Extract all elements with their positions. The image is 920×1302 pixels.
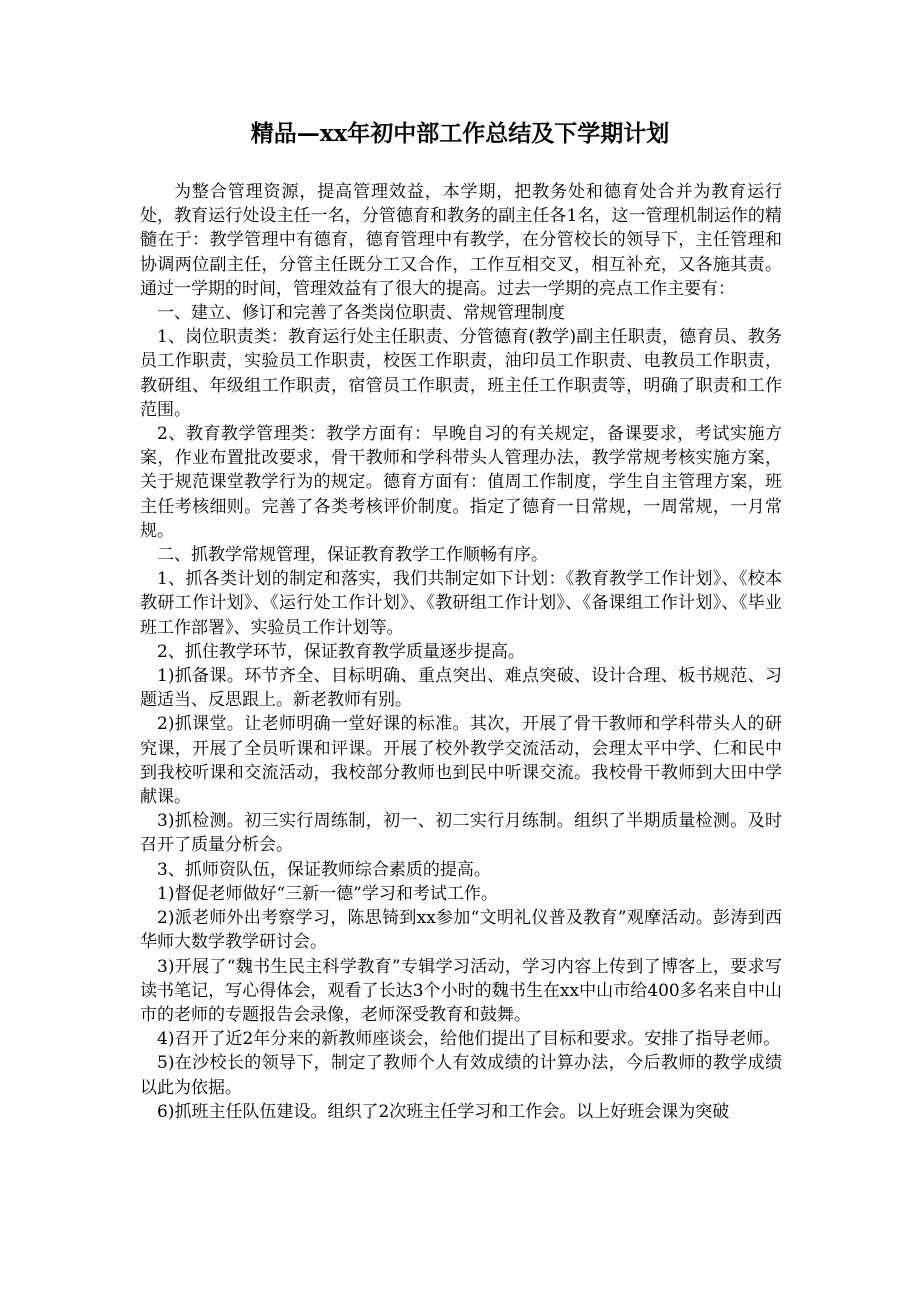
paragraph-wei-shusheng: 3)开展了“魏书生民主科学教育”专辑学习活动，学习内容上传到了博客上，要求写读书笔记，写心得体会，观看了长达3个小时的魏书生在xx中山市给400多名来自中山市的老师的专题报告会录像，老师深受教育和鼓舞。 (140, 956, 782, 1025)
paragraph-grading-method: 5)在沙校长的领导下，制定了教师个人有效成绩的计算办法，今后教师的教学成绩以此为依据。 (140, 1053, 782, 1098)
section-heading-1: 一、建立、修订和完善了各类岗位职责、常规管理制度 (157, 303, 565, 324)
paragraph-study-exam: 1)督促老师做好“三新一德”学习和考试工作。 (157, 883, 498, 904)
section-heading-2: 二、抓教学常规管理，保证教育教学工作顺畅有序。 (157, 545, 548, 566)
paragraph-teaching-management: 2、教育教学管理类：教学方面有：早晚自习的有关规定，备课要求，考试实施方案，作业布置批改要求，骨干教师和学科带头人管理办法，教学常规考核实施方案，关于规范课堂教学行为的规定。德育方面有：值周工作制度，学生自主管理方案，班主任考核细则。完善了各类考核评价制度。指定了德育一日常规，一周常规，一月常规。 (140, 424, 782, 541)
paragraph-classroom: 2)抓课堂。让老师明确一堂好课的标准。其次，开展了骨干教师和学科带头人的研究课，开展了全员听课和评课。开展了校外教学交流活动，会理太平中学、仁和民中到我校听课和交流活动，我校部分教师也到民中听课交流。我校骨干教师到大田中学献课。 (140, 714, 782, 808)
paragraph-head-teachers: 6)抓班主任队伍建设。组织了2次班主任学习和工作会。以上好班会课为突破 (157, 1101, 730, 1122)
paragraph-teacher-team: 3、抓师资队伍，保证教师综合素质的提高。 (157, 859, 491, 880)
paragraph-job-duties: 1、岗位职责类：教育运行处主任职责、分管德育(教学)副主任职责，德育员、教务员工作职责，实验员工作职责，校医工作职责，油印员工作职责、电教员工作职责，教研组、年级组工作职责，宿管员工作职责，班主任工作职责等，明确了职责和工作范围。 (140, 327, 782, 420)
paragraph-teaching-links: 2、抓住教学环节，保证教育教学质量逐步提高。 (157, 641, 525, 662)
paragraph-plans: 1、抓各类计划的制定和落实，我们共制定如下计划：《教育教学工作计划》、《校本教研工作计划》、《运行处工作计划》、《教研组工作计划》、《备课组工作计划》、《毕业班工作部署》、实验员工作计划等。 (140, 569, 782, 638)
paragraph-lesson-prep: 1)抓备课。环节齐全、目标明确、重点突出、难点突破、设计合理、板书规范、习题适当、反思跟上。新老教师有别。 (140, 666, 782, 711)
paragraph-field-study: 2)派老师外出考察学习，陈思锜到xx参加“文明礼仪普及教育”观摩活动。彭涛到西华师大数学教学研讨会。 (140, 908, 782, 953)
paragraph-new-teachers: 4)召开了近2年分来的新教师座谈会，给他们提出了目标和要求。安排了指导老师。 (157, 1029, 781, 1050)
document-body (140, 180, 782, 1124)
paragraph-testing: 3)抓检测。初三实行周练制，初一、初二实行月练制。组织了半期质量检测。及时召开了质量分析会。 (140, 811, 782, 856)
document-title: 精品—xx年初中部工作总结及下学期计划 (250, 120, 670, 147)
paragraph-intro: 为整合管理资源，提高管理效益，本学期，把教务处和德育处合并为教育运行处，教育运行处设主任一名，分管德育和教务的副主任各1名，这一管理机制运作的精髓在于：教学管理中有德育，德育管理中有教学，在分管校长的领导下，主任管理和协调两位副主任，分管主任既分工又合作，工作互相交叉，相互补充，又各施其责。通过一学期的时间，管理效益有了很大的提高。过去一学期的亮点工作主要有： (140, 182, 782, 299)
